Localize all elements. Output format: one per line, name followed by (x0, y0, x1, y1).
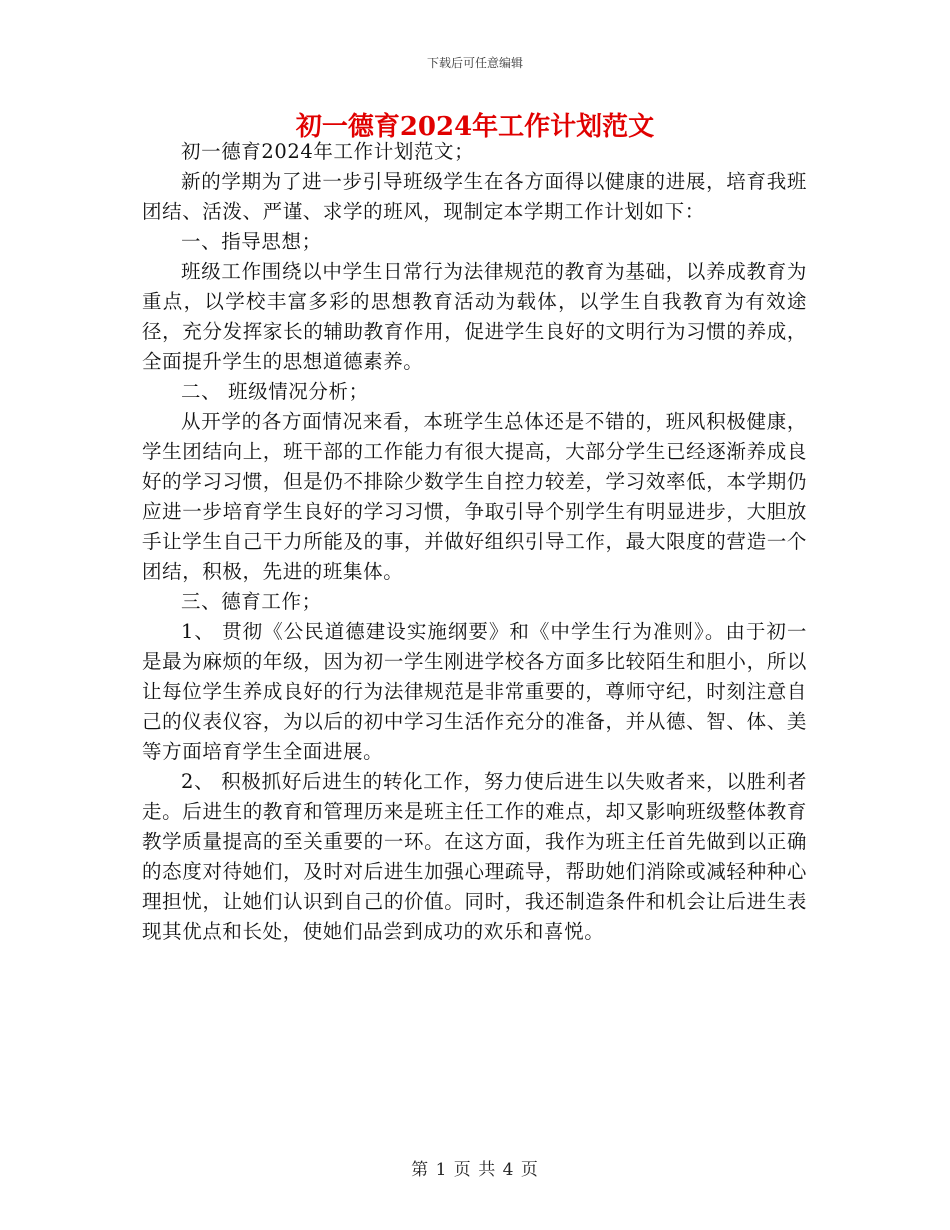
paragraph: 班级工作围绕以中学生日常行为法律规范的教育为基础，以养成教育为重点，以学校丰富多彩的思想教育活动为载体，以学生自我教育为有效途径，充分发挥家长的辅助教育作用，促进学生良好的文明行为习惯的养成，全面提升学生的思想道德素养。 (142, 260, 807, 373)
section-heading: 二、 班级情况分析； (181, 380, 369, 403)
paragraph: 从开学的各方面情况来看，本班学生总体还是不错的，班风积极健康，学生团结向上，班干部的工作能力有很大提高，大部分学生已经逐渐养成良好的学习习惯，但是仍不排除少数学生自控力较差，学习效率低，本学期仍应进一步培育学生良好的学习习惯，争取引导个别学生有明显进步，大胆放手让学生自己干力所能及的事，并做好组织引导工作，最大限度的营造一个团结，积极，先进的班集体。 (142, 410, 807, 583)
header-note: 下载后可任意编辑 (426, 56, 523, 70)
document-title: 初一德育2024年工作计划范文 (295, 112, 655, 142)
section-heading: 一、指导思想； (181, 230, 322, 253)
document-body (142, 137, 807, 947)
paragraph: 1、 贯彻《公民道德建设实施纲要》和《中学生行为准则》。由于初一是最为麻烦的年级，因为初一学生刚进学校各方面多比较陌生和胆小，所以让每位学生养成良好的行为法律规范是非常重要的，尊师守纪，时刻注意自己的仪表仪容，为以后的初中学习生活作充分的准备，并从德、智、体、美等方面培育学生全面进展。 (142, 620, 807, 763)
paragraph: 2、 积极抓好后进生的转化工作，努力使后进生以失败者来，以胜利者走。后进生的教育和管理历来是班主任工作的难点，却又影响班级整体教育教学质量提高的至关重要的一环。在这方面，我作为班主任首先做到以正确的态度对待她们，及时对后进生加强心理疏导，帮助她们消除或减轻种种心理担忧，让她们认识到自己的价值。同时，我还制造条件和机会让后进生表现其优点和长处，使她们品尝到成功的欢乐和喜悦。 (142, 770, 807, 943)
paragraph: 初一德育2024年工作计划范文； (181, 140, 475, 163)
paragraph: 新的学期为了进一步引导班级学生在各方面得以健康的进展，培育我班团结、活泼、严谨、求学的班风，现制定本学期工作计划如下： (142, 170, 807, 223)
page-number: 第 1 页 共 4 页 (411, 1160, 539, 1180)
section-heading: 三、德育工作； (181, 590, 322, 613)
